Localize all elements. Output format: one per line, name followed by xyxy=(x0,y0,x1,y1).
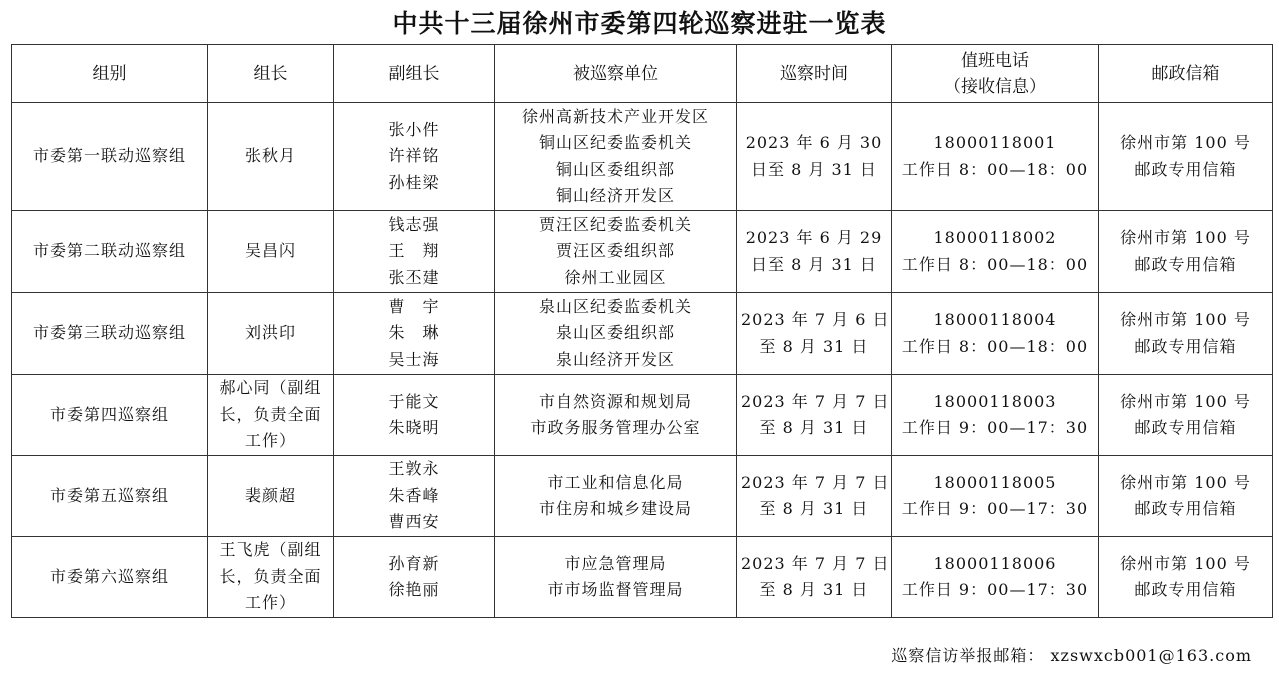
table-body xyxy=(12,103,1273,618)
cell-deputies xyxy=(334,375,495,456)
cell-time-line: 至 8 月 31 日 xyxy=(759,499,869,518)
cell-units-line: 市政务服务管理办公室 xyxy=(530,418,701,437)
phone-number: 18000118002 xyxy=(933,228,1057,247)
header-deputy: 副组长 xyxy=(334,45,495,103)
cell-group: 市委第五巡察组 xyxy=(12,456,208,537)
header-units: 被巡察单位 xyxy=(495,45,737,103)
cell-units xyxy=(495,211,737,293)
cell-units-line: 铜山区纪委监委机关 xyxy=(538,133,692,152)
cell-mailbox-line: 邮政专用信箱 xyxy=(1134,499,1237,518)
cell-units-line: 徐州高新技术产业开发区 xyxy=(521,106,709,126)
table-row xyxy=(12,293,1273,375)
cell-deputies-line: 张丕建 xyxy=(388,267,440,287)
cell-time-line: 日至 8 月 31 日 xyxy=(751,254,877,274)
cell-mailbox-line: 邮政专用信箱 xyxy=(1134,159,1237,179)
cell-mailbox xyxy=(1099,211,1273,293)
cell-units-line: 泉山区委组织部 xyxy=(555,323,675,343)
leader-name: 裴颜超 xyxy=(244,485,296,505)
table-row xyxy=(12,375,1273,456)
cell-deputies-line: 钱志强 xyxy=(388,214,440,234)
cell-deputies-line: 朱晓明 xyxy=(388,418,440,437)
cell-units xyxy=(495,375,737,456)
cell-deputies xyxy=(334,211,495,293)
cell-phone xyxy=(892,456,1099,537)
cell-deputies xyxy=(334,537,495,618)
cell-mailbox xyxy=(1099,456,1273,537)
header-phone-line2: （接收信息） xyxy=(944,76,1046,97)
cell-mailbox-line: 徐州市第 100 号 xyxy=(1120,133,1251,152)
cell-time xyxy=(737,537,892,618)
cell-units-line: 泉山经济开发区 xyxy=(555,349,675,369)
cell-deputies-line: 徐艳丽 xyxy=(388,580,440,599)
cell-phone xyxy=(892,293,1099,375)
cell-group: 市委第四巡察组 xyxy=(12,375,208,456)
cell-units-line: 市住房和城乡建设局 xyxy=(538,499,692,518)
phone-number: 18000118004 xyxy=(933,310,1057,329)
cell-mailbox xyxy=(1099,537,1273,618)
cell-units-line: 市工业和信息化局 xyxy=(547,472,684,492)
cell-mailbox-line: 徐州市第 100 号 xyxy=(1120,553,1251,573)
cell-deputies-line: 许祥铭 xyxy=(388,146,440,166)
cell-group: 市委第二联动巡察组 xyxy=(12,211,208,293)
leader-name: 吴昌闪 xyxy=(244,241,296,261)
duty-hours: 工作日 9：00—17：30 xyxy=(901,499,1089,518)
cell-deputies xyxy=(334,456,495,537)
phone-number: 18000118005 xyxy=(933,472,1057,492)
cell-time-line: 2023 年 7 月 7 日 xyxy=(741,553,890,573)
cell-deputies-line: 孙育新 xyxy=(388,553,440,573)
cell-mailbox xyxy=(1099,375,1273,456)
table-header-row xyxy=(12,45,1273,103)
header-group: 组别 xyxy=(12,45,208,103)
phone-number: 18000118003 xyxy=(933,391,1057,411)
cell-deputies xyxy=(334,293,495,375)
cell-phone xyxy=(892,375,1099,456)
inspection-roster-table xyxy=(11,44,1273,618)
cell-time-line: 2023 年 6 月 29 xyxy=(745,228,883,247)
duty-hours: 工作日 9：00—17：30 xyxy=(901,418,1089,437)
cell-phone xyxy=(892,103,1099,211)
table-row xyxy=(12,537,1273,618)
cell-mailbox-line: 徐州市第 100 号 xyxy=(1120,472,1251,492)
cell-deputies-line: 于能文 xyxy=(388,391,440,411)
cell-mailbox-line: 邮政专用信箱 xyxy=(1134,336,1237,356)
table-row xyxy=(12,456,1273,537)
cell-time xyxy=(737,211,892,293)
cell-leader xyxy=(208,103,334,211)
cell-time xyxy=(737,293,892,375)
cell-phone xyxy=(892,211,1099,293)
cell-deputies-line: 吴士海 xyxy=(388,349,440,369)
cell-group: 市委第三联动巡察组 xyxy=(12,293,208,375)
cell-deputies xyxy=(334,103,495,211)
cell-units-line: 泉山区纪委监委机关 xyxy=(538,296,692,316)
cell-units-line: 铜山区委组织部 xyxy=(555,159,675,179)
cell-units-line: 铜山经济开发区 xyxy=(555,186,675,205)
cell-group: 市委第一联动巡察组 xyxy=(12,103,208,211)
cell-units-line: 市自然资源和规划局 xyxy=(538,391,692,411)
cell-time-line: 至 8 月 31 日 xyxy=(759,580,869,599)
cell-mailbox-line: 邮政专用信箱 xyxy=(1134,254,1237,274)
cell-deputies-line: 王 翔 xyxy=(388,241,440,261)
cell-time xyxy=(737,103,892,211)
cell-units xyxy=(495,456,737,537)
cell-time-line: 日至 8 月 31 日 xyxy=(751,159,877,179)
cell-units xyxy=(495,537,737,618)
cell-leader xyxy=(208,293,334,375)
cell-leader xyxy=(208,211,334,293)
duty-hours: 工作日 9：00—17：30 xyxy=(901,580,1089,599)
header-time: 巡察时间 xyxy=(737,45,892,103)
cell-deputies-line: 张小件 xyxy=(388,119,440,139)
cell-units-line: 贾汪区委组织部 xyxy=(555,241,675,261)
leader-name: 王飞虎（副组长，负责全面工作） xyxy=(219,540,322,613)
duty-hours: 工作日 8：00—18：00 xyxy=(901,336,1089,356)
header-leader: 组长 xyxy=(208,45,334,103)
cell-deputies-line: 朱 琳 xyxy=(388,323,440,343)
header-phone-line1: 值班电话 xyxy=(961,50,1029,71)
duty-hours: 工作日 8：00—18：00 xyxy=(901,254,1089,274)
cell-time xyxy=(737,456,892,537)
cell-mailbox-line: 徐州市第 100 号 xyxy=(1120,228,1251,247)
cell-time-line: 2023 年 6 月 30 xyxy=(745,133,883,152)
report-email-label: 巡察信访举报邮箱： xyxy=(891,646,1045,665)
cell-units-line: 贾汪区纪委监委机关 xyxy=(538,214,692,234)
cell-time-line: 至 8 月 31 日 xyxy=(759,418,869,437)
table-row xyxy=(12,103,1273,211)
cell-time-line: 2023 年 7 月 7 日 xyxy=(741,472,890,492)
cell-leader xyxy=(208,537,334,618)
header-phone xyxy=(892,45,1099,103)
cell-time-line: 2023 年 7 月 7 日 xyxy=(741,391,890,411)
table-row xyxy=(12,211,1273,293)
cell-phone xyxy=(892,537,1099,618)
cell-leader xyxy=(208,375,334,456)
cell-mailbox xyxy=(1099,103,1273,211)
cell-deputies-line: 曹 宇 xyxy=(388,296,440,316)
cell-mailbox-line: 邮政专用信箱 xyxy=(1134,580,1237,599)
header-mailbox: 邮政信箱 xyxy=(1099,45,1273,103)
cell-units-line: 市应急管理局 xyxy=(564,553,667,573)
cell-mailbox-line: 邮政专用信箱 xyxy=(1134,418,1237,437)
cell-time xyxy=(737,375,892,456)
cell-leader xyxy=(208,456,334,537)
cell-units xyxy=(495,103,737,211)
cell-units-line: 徐州工业园区 xyxy=(564,267,667,287)
report-email-footer xyxy=(891,643,1252,666)
page-title: 中共十三届徐州市委第四轮巡察进驻一览表 xyxy=(392,9,887,38)
duty-hours: 工作日 8：00—18：00 xyxy=(901,159,1089,179)
phone-number: 18000118001 xyxy=(933,133,1057,152)
leader-name: 张秋月 xyxy=(244,146,296,166)
leader-name: 郝心同（副组长，负责全面工作） xyxy=(219,378,322,451)
cell-units-line: 市市场监督管理局 xyxy=(547,580,684,599)
cell-deputies-line: 王敦永 xyxy=(388,459,440,479)
cell-time-line: 至 8 月 31 日 xyxy=(759,336,869,356)
cell-time-line: 2023 年 7 月 6 日 xyxy=(741,310,890,329)
phone-number: 18000118006 xyxy=(933,553,1057,573)
cell-mailbox-line: 徐州市第 100 号 xyxy=(1120,391,1251,411)
leader-name: 刘洪印 xyxy=(244,323,296,343)
cell-mailbox xyxy=(1099,293,1273,375)
report-email-address: xzswxcb001@163.com xyxy=(1050,646,1252,665)
cell-units xyxy=(495,293,737,375)
cell-deputies-line: 孙桂梁 xyxy=(388,172,440,192)
cell-group: 市委第六巡察组 xyxy=(12,537,208,618)
cell-deputies-line: 朱香峰 xyxy=(388,485,440,505)
cell-mailbox-line: 徐州市第 100 号 xyxy=(1120,310,1251,329)
cell-deputies-line: 曹西安 xyxy=(388,512,440,532)
